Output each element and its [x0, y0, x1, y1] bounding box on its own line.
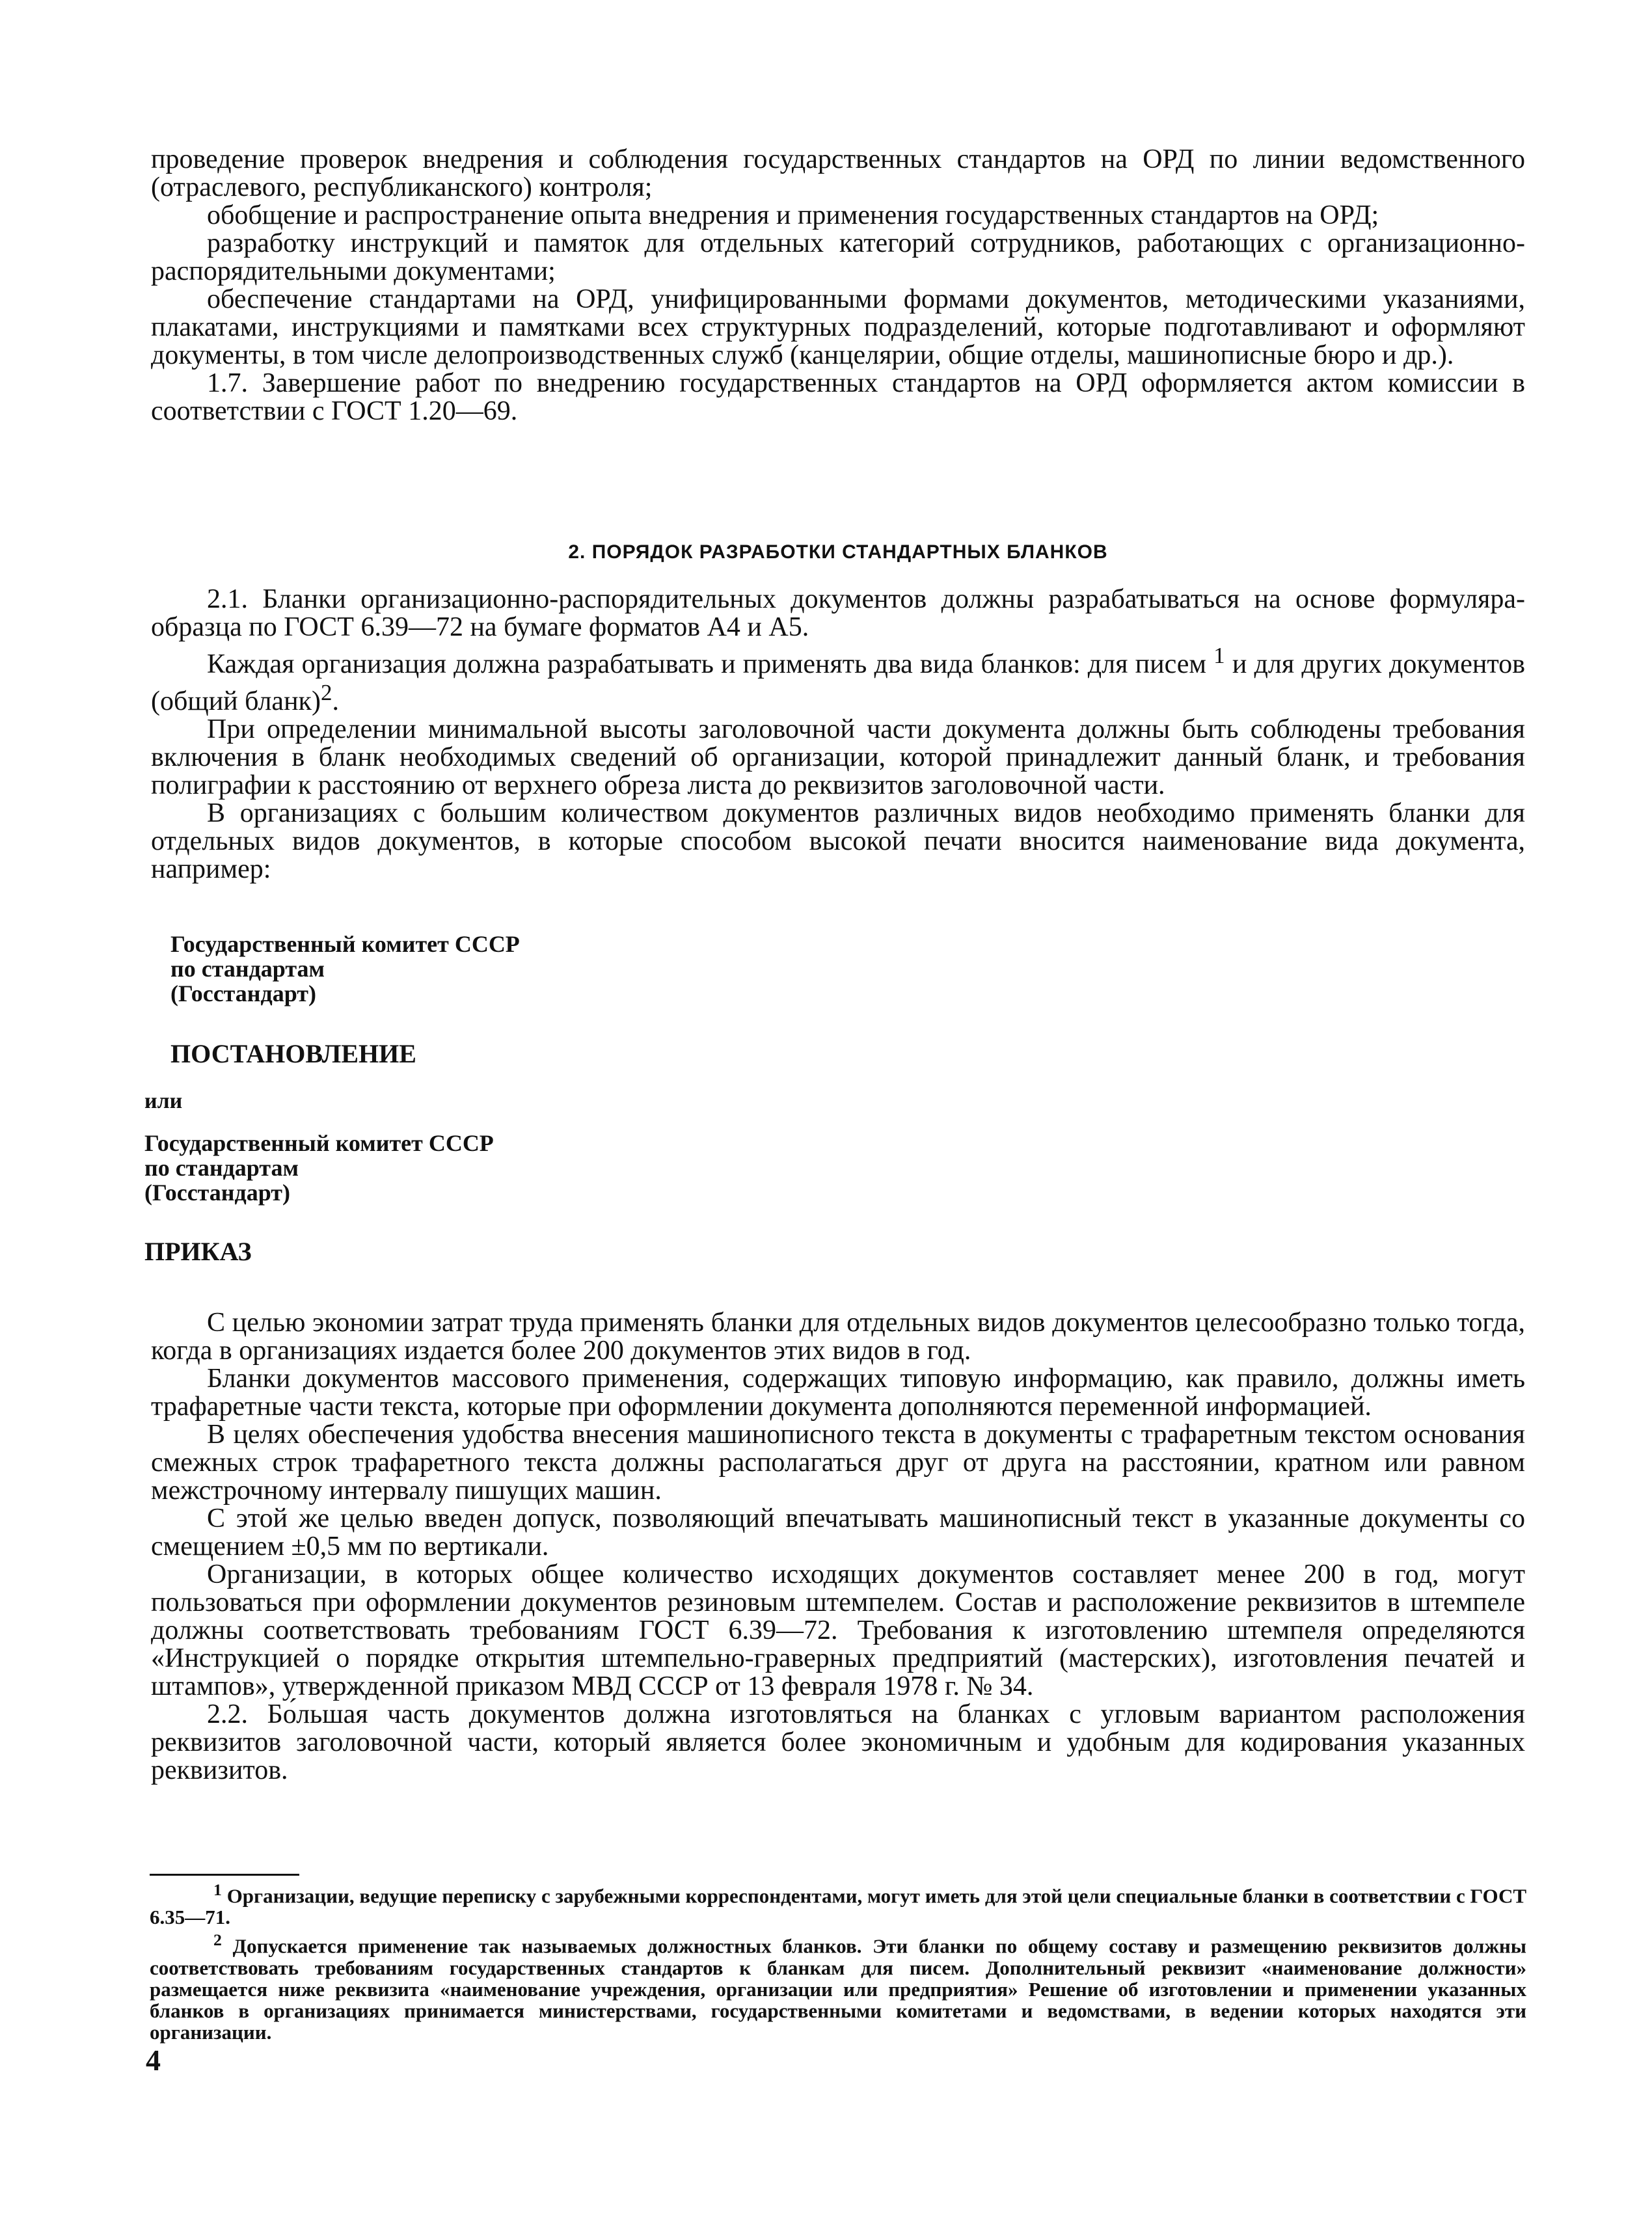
paragraph: С целью экономии затрат труда применять бланки для отдельных видов документов целесообразно только тогда, когда в организациях издается более 200 документов этих видов в год. [151, 1308, 1525, 1366]
footnote [150, 1879, 1526, 1928]
sample-line: по стандартам [170, 956, 325, 982]
paragraph: 2.2. Бо́льшая часть документов должна изготовляться на бланках с угловым вариантом расположения реквизитов заголовочной части, который является более экономичным и удобным для кодирования указанных реквизитов. [151, 1699, 1525, 1785]
paragraph-text: . [332, 686, 339, 716]
paragraph: проведение проверок внедрения и соблюдения государственных стандартов на ОРД по линии ведомственного (отраслевого, республиканского) контроля; [151, 144, 1525, 202]
paragraph: При определении минимальной высоты заголовочной части документа должны быть соблюдены требования включения в бланк необходимых сведений об организации, которой принадлежит данный бланк, и требования полиграфии к расстоянию от верхнего обреза листа до реквизитов заголовочной части. [151, 714, 1525, 800]
sample-blank-header [170, 932, 520, 1006]
paragraph-text: и для других документов (общий бланк) [151, 649, 1525, 716]
paragraph: В целях обеспечения удобства внесения машинописного текста в документы с трафаретным текстом основания смежных строк трафаретного текста должны располагаться друг от друга на расстоянии, кратном или равном межстрочному интервалу пишущих машин. [151, 1420, 1525, 1506]
section2-continued [151, 1309, 1525, 1785]
footnote-mark: 1 [213, 1880, 222, 1899]
footnote [150, 1929, 1526, 2042]
sample-line: (Госстандарт) [144, 1180, 290, 1206]
paragraph: обобщение и распространение опыта внедрения и применения государственных стандартов на ОРД; [207, 200, 1379, 230]
sample-doc-type: ПОСТАНОВЛЕНИЕ [170, 1039, 416, 1068]
sample-line: Государственный комитет СССР [144, 1130, 494, 1156]
or-label: или [144, 1089, 183, 1113]
sample-line: по стандартам [144, 1155, 299, 1181]
paragraph-text: Каждая организация должна разрабатывать и применять два вида бланков: для писем [207, 649, 1206, 679]
page-number: 4 [146, 2044, 161, 2077]
sample-line: Государственный комитет СССР [170, 931, 520, 957]
sample-blank-header [144, 1131, 494, 1205]
paragraph: 1.7. Завершение работ по внедрению государственных стандартов на ОРД оформляется актом комиссии в соответствии с ГОСТ 1.20—69. [151, 368, 1525, 426]
paragraph: обеспечение стандартами на ОРД, унифицированными формами документов, методическими указаниями, плакатами, инструкциями и памятками всех структурных подразделений, которые подготавливают и оформляют документы, в том числе делопроизводственных служб (канцелярии, общие отделы, машинописные бюро и др.). [151, 284, 1525, 370]
footnote-text: Допускается применение так называемых должностных бланков. Эти бланки по общему составу и размещению реквизитов должны соответствовать требованиям государственных стандартов к бланкам для писем. Дополнительный реквизит «наименование должности» размещается ниже реквизита «наименование учреждения, организации или предприятия» Решение об изготовлении и применении указанных бланков в организациях принимается министерствами, государственными комитетами и ведомствами, в ведении которых находятся эти организации. [150, 1934, 1526, 2044]
paragraph: 2.1. Бланки организационно-распорядительных документов должны разрабатываться на основе формуляра-образца по ГОСТ 6.39—72 на бумаге форматов А4 и А5. [151, 584, 1525, 642]
sample-doc-type: ПРИКАЗ [144, 1237, 252, 1266]
footnote-mark: 2 [213, 1930, 222, 1950]
paragraph [151, 642, 1525, 716]
footnotes [150, 1879, 1526, 2044]
section-heading: 2. ПОРЯДОК РАЗРАБОТКИ СТАНДАРТНЫХ БЛАНКОВ [568, 541, 1108, 563]
sample-line: (Госстандарт) [170, 980, 316, 1006]
paragraph: разработку инструкций и памяток для отдельных категорий сотрудников, работающих с организационно-распорядительными документами; [151, 228, 1525, 286]
footnote-text: Организации, ведущие переписку с зарубежными корреспондентами, могут иметь для этой цели специальные бланки в соответствии с ГОСТ 6.35—71. [150, 1884, 1527, 1929]
paragraph: Бланки документов массового применения, содержащих типовую информацию, как правило, должны иметь трафаретные части текста, которые при оформлении документа дополняются переменной информацией. [151, 1364, 1525, 1422]
paragraph: В организациях с большим количеством документов различных видов необходимо применять бланки для отдельных видов документов, в которые способом высокой печати вносится наименование вида документа, например: [151, 798, 1525, 884]
footnote-divider [150, 1874, 299, 1876]
paragraph: Организации, в которых общее количество исходящих документов составляет менее 200 в год, могут пользоваться при оформлении документов резиновым штемпелем. Состав и расположение реквизитов в штемпеле должны соответствовать требованиям ГОСТ 6.39—72. Требования к изготовлению штемпеля определяются «Инструкцией о порядке открытия штемпельно-граверных предприятий (мастерских), изготовления печатей и штампов», утвержденной приказом МВД СССР от 13 февраля 1978 г. № 34. [151, 1560, 1525, 1701]
footnote-ref: 2 [320, 680, 332, 705]
footnote-ref: 1 [1213, 643, 1225, 668]
paragraph: С этой же целью введен допуск, позволяющий впечатывать машинописный текст в указанные документы со смещением ±0,5 мм по вертикали. [151, 1504, 1525, 1561]
section2-block [151, 586, 1525, 884]
intro-block [151, 146, 1525, 426]
